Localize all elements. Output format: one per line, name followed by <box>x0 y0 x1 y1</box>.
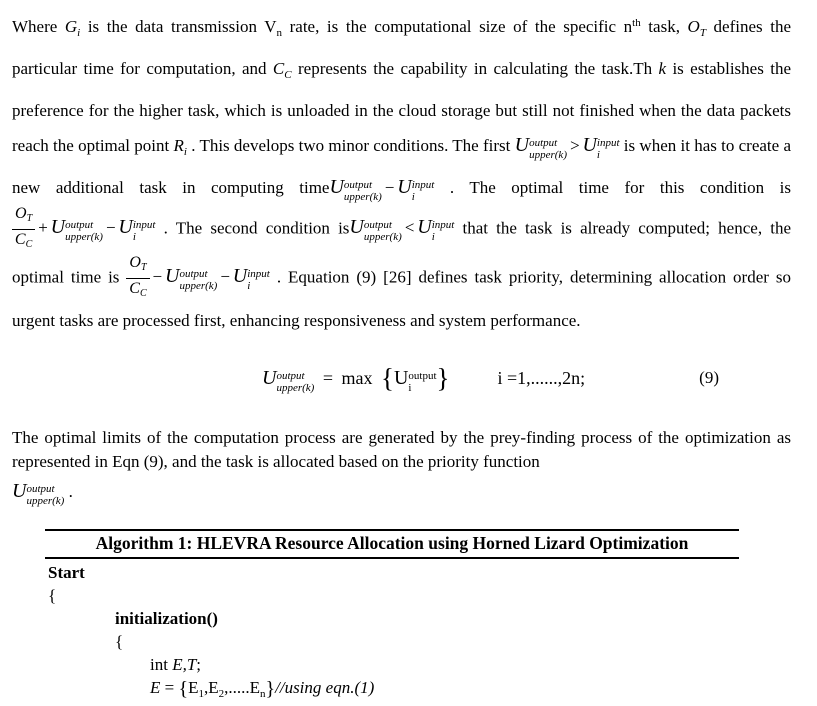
algorithm-line-open-brace-2: { <box>115 632 124 651</box>
right-brace: } <box>436 363 450 393</box>
text-segment: . This develops two minor conditions. The first <box>186 136 515 155</box>
math-u-output-upperk: U output upper(k) <box>349 216 402 244</box>
math-u-i-output: U output i <box>393 367 437 394</box>
text-segment: is the data transmission <box>80 17 265 36</box>
text-segment: The optimal limits of the computation process are generated by the prey-finding process of the optimization as represented in Eqn (9), and the task is allocated based on the priority function <box>12 428 791 471</box>
math-optimal-time-2: $\frac{OT}{CC}$ − U output upper(k) − U input i <box>126 267 270 286</box>
index-range: i =1,......,2n; <box>497 368 586 388</box>
text-segment: represents the capability in calculating the task.Th <box>291 59 659 78</box>
math-fraction-ot-cc: $\frac{OT}{CC}$ <box>126 254 149 303</box>
text-segment: task, <box>640 17 688 36</box>
math-u-input-i: U input i <box>582 134 620 161</box>
math-u-output-upperk: U output upper(k) <box>12 480 65 507</box>
set-item-e1: E <box>188 678 199 697</box>
int-keyword: int <box>150 655 173 674</box>
math-u-output-upperk: U output upper(k) <box>164 265 218 293</box>
text-segment: that the task is already computed; hence, the optimal time is <box>12 218 791 287</box>
paragraph-optimal-limits-end <box>12 476 791 507</box>
algorithm-line-initialization: initialization() <box>115 609 218 628</box>
math-c-c: $C_C$ <box>272 59 292 81</box>
math-u-input-i: U input i <box>118 216 156 244</box>
semicolon: ; <box>196 655 202 674</box>
ellipsis: ,..... <box>224 678 250 697</box>
math-fraction-ot-cc: $\frac{OT}{CC}$ <box>12 205 35 254</box>
math-u-output-upperk: U output upper(k) <box>50 216 103 244</box>
math-u-input-i: U input i <box>417 216 455 244</box>
math-v-n: $V_n$ <box>264 17 283 39</box>
algorithm-rule-bottom <box>45 557 739 559</box>
algorithm-line-open-brace-1: { <box>48 586 57 605</box>
math-u-input-i: U input i <box>397 176 435 203</box>
text-segment: Where <box>12 17 65 36</box>
paragraph-optimal-limits <box>12 426 791 474</box>
code-comment: //using eqn.(1) <box>275 678 375 697</box>
algorithm-line-start: Start <box>48 563 85 582</box>
math-u-input-i: U input i <box>232 265 270 293</box>
math-u-output-upperk: U output upper(k) <box>329 176 382 203</box>
equals-sign: = <box>160 678 179 697</box>
max-operator: max <box>341 368 373 388</box>
math-condition-1: U output upper(k) > U input i <box>514 134 620 161</box>
text-segment: defines the particular time for computation, and <box>12 17 791 78</box>
text-segment: . Equation (9) [26] defines task priority, determining allocation order so urgent tasks are processed first, enhancing responsiveness and system performance. <box>12 267 791 330</box>
math-condition-2: U output upper(k) < U input i <box>349 216 455 244</box>
algorithm-line-e-set: $E = \{E_1,E_2,.....E_n\}/$/using eqn.(1) <box>150 678 375 700</box>
math-k: k <box>658 59 667 78</box>
text-segment: . <box>64 482 73 501</box>
math-g-i: $G_i$ <box>64 17 81 39</box>
text-segment: is establishes the preference for the higher task, which is unloaded in the cloud storage but still not finished when the data packets reach the optimal point <box>12 59 791 155</box>
math-r-i: $R_i$ <box>173 136 187 158</box>
algorithm-body <box>12 561 791 706</box>
right-brace: } <box>265 678 276 700</box>
equation-number: (9) <box>699 368 719 387</box>
math-e-var: E <box>150 678 161 697</box>
text-segment: rate, is the computational size of the specific n <box>282 17 633 36</box>
math-optimal-time-1: $\frac{OT}{CC}$ + U output upper(k) − U input i <box>12 218 156 237</box>
algorithm-block <box>12 529 791 706</box>
superscript-th: th <box>632 17 641 29</box>
int-variables: E,T <box>172 655 197 674</box>
text-segment: . The optimal time for this condition is <box>434 178 792 197</box>
math-o-t: $O_T$ <box>687 17 706 39</box>
equation-body <box>262 363 586 394</box>
set-item-e2: E <box>208 678 219 697</box>
math-u-output-upperk: U output upper(k) <box>514 134 567 161</box>
algorithm-title: Algorithm 1: HLEVRA Resource Allocation using Horned Lizard Optimization <box>95 533 689 553</box>
text-segment: is when it has to create a new additional task in computing time <box>12 136 792 197</box>
set-item-en: E <box>249 678 261 697</box>
paragraph-definitions <box>12 6 791 338</box>
math-u-output-upperk: U output upper(k) <box>262 367 315 394</box>
equation-9 <box>12 354 791 402</box>
text-segment: . The second condition is <box>155 218 350 238</box>
equals-sign: = <box>322 368 333 388</box>
algorithm-line-int-declaration <box>150 653 791 676</box>
left-brace: { <box>380 363 394 393</box>
left-brace: { <box>178 678 189 700</box>
math-time-diff: U output upper(k) − U input i <box>329 176 435 203</box>
